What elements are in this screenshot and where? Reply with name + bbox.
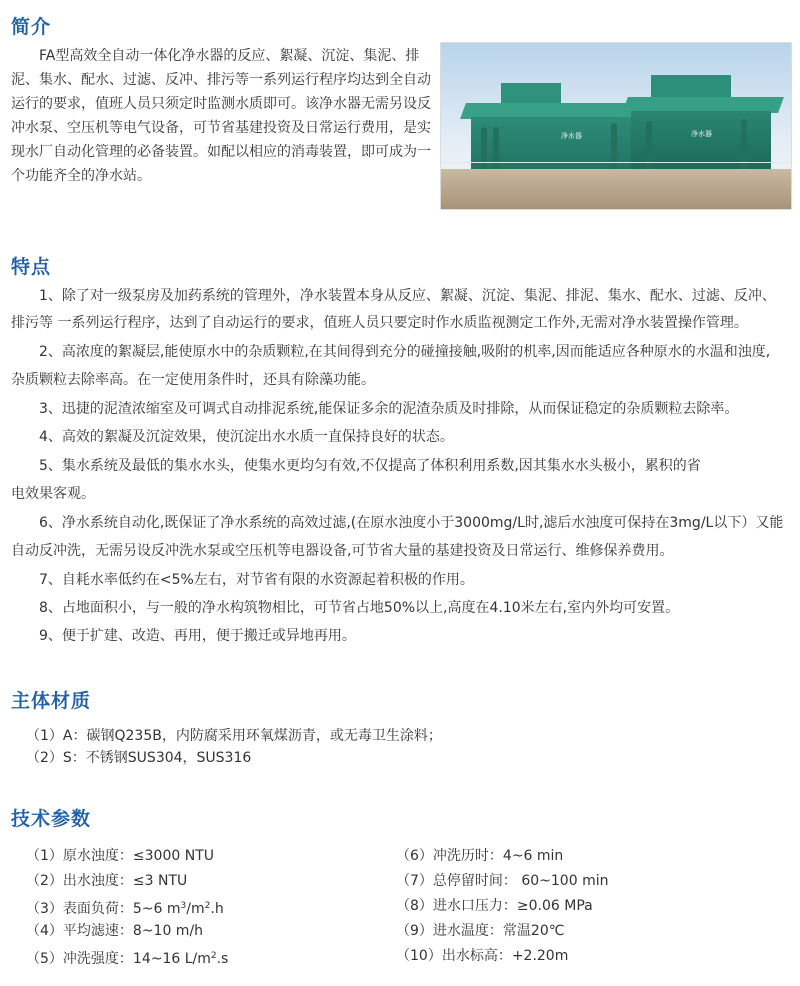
param-text: .s [216, 951, 229, 967]
photo-pipe [646, 121, 652, 173]
param-text: （1）原水浊度：≤3000 NTU [26, 848, 214, 864]
photo-railing [441, 162, 791, 163]
param-text: （5）冲洗强度：14~16 L/m [26, 951, 211, 967]
photo-tank-label: 净水器 [561, 132, 582, 140]
feature-line: 自动反冲洗，无需另设反冲洗水泵或空压机等电器设备,可节省大量的基建投资及日常运行、维修保养费用。 [11, 543, 674, 559]
param-item: （10）出水标高：+2.20m [396, 948, 569, 964]
param-item: （9）进水温度：常温20℃ [396, 923, 565, 939]
feature-line: 电效果客观。 [11, 486, 95, 502]
param-superscript: 2 [204, 901, 211, 911]
section-title-intro: 简介 [11, 16, 52, 38]
feature-line: 1、除了对一级泵房及加药系统的管理外，净水装置本身从反应、絮凝、沉淀、集泥、排泥、集水、配水、过滤、反冲、 [11, 288, 776, 304]
feature-line: 4、高效的絮凝及沉淀效果，使沉淀出水水质一直保持良好的状态。 [11, 429, 454, 445]
feature-line: 5、集水系统及最低的集水水头，使集水更均匀有效,不仅提高了体积利用系数,因其集水水头极小，累积的省 [11, 458, 701, 474]
param-superscript: 3 [180, 901, 187, 911]
feature-line: 7、自耗水率低约在<5%左右，对节省有限的水资源起着积极的作用。 [11, 572, 474, 588]
water-purifier-photo [440, 42, 792, 210]
feature-line: 排污等 一系列运行程序，达到了自动运行的要求，值班人员只要定时作水质监视测定工作外,无需对净水装置操作管理。 [11, 315, 748, 331]
feature-line: 9、便于扩建、改造、再用，便于搬迁或异地再用。 [11, 628, 356, 644]
param-item [26, 919, 203, 943]
photo-pipe [611, 123, 617, 175]
photo-ground [441, 169, 791, 209]
param-text: .h [210, 901, 224, 917]
param-item: （7）总停留时间： 60~100 min [396, 873, 609, 889]
intro-paragraph: FA型高效全自动一体化净水器的反应、絮凝、沉淀、集泥、排泥、集水、配水、过滤、反冲、排污等一系列运行程序均达到全自动运行的要求，值班人员只须定时监测水质即可。该净水器无需另设反冲水泵、空压机等电气设备，可节省基建投资及日常运行费用，是实现水厂自动化管理的必备装置。如配以相应的消毒装置，即可成为一个功能齐全的净水站。 [11, 48, 431, 184]
param-item [26, 869, 187, 893]
param-text: （4）平均滤速：8~10 m/h [26, 923, 204, 939]
param-superscript: 2 [210, 951, 217, 961]
param-item [26, 944, 228, 971]
material-item: （1）A：碳钢Q235B，内防腐采用环氧煤沥青，或无毒卫生涂料； [26, 728, 442, 744]
param-item: （6）冲洗历时：4~6 min [396, 848, 564, 864]
param-text: （3）表面负荷：5~6 m [26, 901, 181, 917]
feature-line: 3、迅捷的泥渣浓缩室及可调式自动排泥系统,能保证多余的泥渣杂质及时排除，从而保证稳定的杂质颗粒去除率。 [11, 401, 739, 417]
feature-line: 6、净水系统自动化,既保证了净水系统的高效过滤,(在原水浊度小于3000mg/L时,滤后水浊度可保持在3mg/L以下）又能 [11, 515, 784, 531]
param-item [26, 844, 214, 868]
feature-line: 2、高浓度的絮凝层,能使原水中的杂质颗粒,在其间得到充分的碰撞接触,吸附的机率,因而能适应各种原水的水温和浊度, [11, 344, 771, 360]
photo-pipe [741, 119, 747, 171]
section-title-features: 特点 [11, 256, 52, 278]
material-item: （2）S：不锈钢SUS304，SUS316 [26, 750, 252, 766]
section-title-materials: 主体材质 [11, 690, 92, 712]
param-item: （8）进水口压力：≥0.06 MPa [396, 898, 593, 914]
section-title-params: 技术参数 [11, 808, 92, 830]
param-item [26, 894, 224, 921]
photo-tank-label: 净水器 [691, 130, 712, 138]
param-text: （2）出水浊度：≤3 NTU [26, 873, 188, 889]
feature-line: 杂质颗粒去除率高。在一定使用条件时，还具有除藻功能。 [11, 372, 375, 388]
feature-line: 8、占地面积小，与一般的净水构筑物相比，可节省占地50%以上,高度在4.10米左右,室内外均可安置。 [11, 600, 680, 616]
param-text: /m [186, 901, 205, 917]
